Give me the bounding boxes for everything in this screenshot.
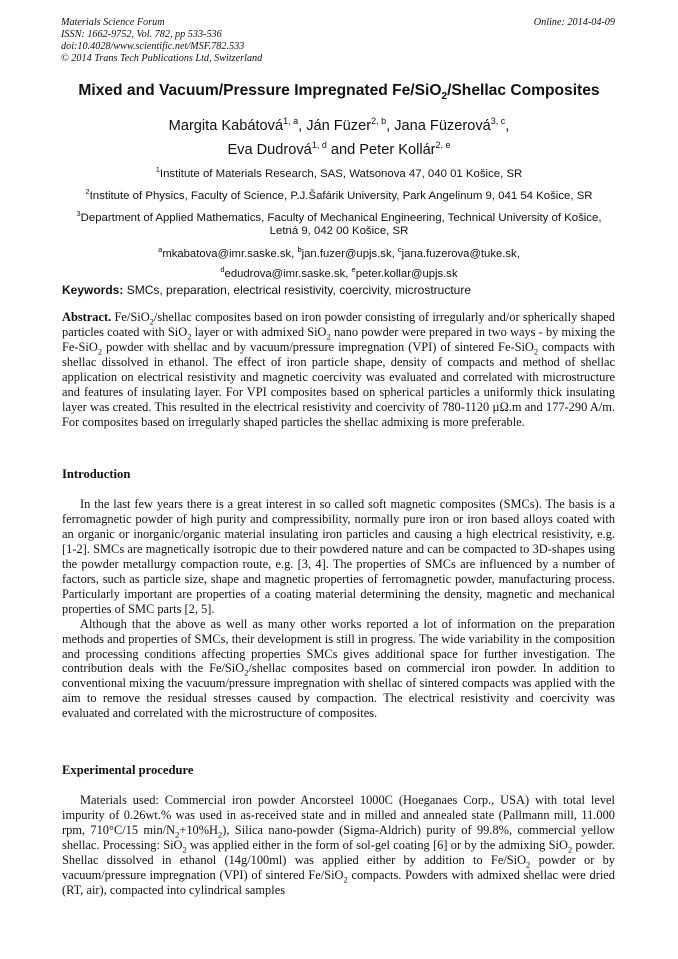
- subscript: 2: [187, 331, 192, 342]
- email-link[interactable]: $^c$jana.fuzerova@tuke.sk,: [397, 245, 520, 260]
- copyright-line: © 2014 Trans Tech Publications Ltd, Switzerland: [61, 53, 263, 64]
- paragraph: In the last few years there is a great interest in so called soft magnetic composites (SMCs). The basis is a ferromagnetic powder of high purity and compressibility, normally pure iron or iron based alloys coated with an organic or inorganic/organic material insulating iron particles and causing a high electrical resistivity, e.g. [1-2]. SMCs are magnetically isotropic due to their powdered nature and can be compacted to 3D-shapes using the powder metallurgy compaction route, e.g. [3, 4]. The properties of SMCs are influenced by a number of factors, such as particle size, shape and magnetic properties of ferromagnetic powder, manufacturing process. Particularly important are properties of a coating material determining the density, magnetic and mechanical properties of SMC parts [2, 5].: [62, 497, 615, 616]
- subscript: 2: [326, 331, 331, 342]
- email-link[interactable]: $^d$edudrova@imr.saske.sk,: [220, 264, 352, 280]
- subscript: 2: [149, 316, 154, 327]
- author-emails: [62, 242, 616, 282]
- keywords: [62, 283, 622, 297]
- paragraph: Materials used: Commercial iron powder Ancorsteel 1000C (Hoeganaes Corp., USA) with total level impurity of 0.26wt.% was used in as-received state and in milled and annealed state (Pallmann mill, 11.000 rpm, 710°C/15 $\min/N_2+10\%H_2$), Silica nano-powder (Sigma-Aldrich) purity of 99.8%, commercial yellow shellac. Processing: SiO$_2$ was applied either in the form of sol-gel coating [6] or by the admixing SiO$_2$ powder. Shellac dissolved in ethanol (14g/100ml) was applied either by addition to Fe/SiO$_2$ powder or by vacuum/pressure impregnation (VPI) of sintered Fe/SiO$_2$ compacts. Powders with admixed shellac were dried (RT, air), compacted into cylindrical samples: [62, 793, 616, 897]
- abstract-label: Abstract.: [62, 310, 112, 324]
- online-date: Online: 2014-04-09: [533, 17, 615, 28]
- subscript: 2: [244, 667, 249, 678]
- author: Margita Kabátová: [168, 117, 284, 134]
- author: Jana Füzerová: [394, 117, 491, 134]
- abstract: [62, 310, 615, 430]
- email-link[interactable]: $^a$mkabatova@imr.saske.sk,: [158, 245, 298, 260]
- subscript: 2: [175, 829, 180, 840]
- affiliation: $^3$Department of Applied Mathematics, Faculty of Mechanical Engineering, Technical University of Košice, Letná 9, 042 00 Košice, SR: [76, 208, 602, 238]
- section-heading-experimental: Experimental procedure: [62, 763, 194, 777]
- affiliation: $^2$Institute of Physics, Faculty of Science, P.J.Šafárik University, Park Angelinum 9, 041 54 Košice, SR: [85, 186, 593, 202]
- author: Peter Kollár: [359, 141, 436, 158]
- keywords-text: SMCs, preparation, electrical resistivity, coercivity, microstructure: [126, 283, 472, 297]
- email-link[interactable]: $^e$peter.kollar@upjs.sk: [351, 264, 458, 280]
- author: Ján Füzer: [306, 117, 372, 134]
- section-heading-introduction: Introduction: [62, 467, 131, 481]
- journal-name: Materials Science Forum: [61, 17, 165, 28]
- doi-line: doi:10.4028/www.scientific.net/MSF.782.533: [61, 41, 245, 52]
- email-link[interactable]: $^b$jan.fuzer@upjs.sk,: [297, 245, 398, 260]
- experimental-body: [62, 793, 615, 898]
- subscript: 2: [567, 844, 573, 855]
- abstract-text: Fe/SiO$_2$/shellac composites based on iron powder consisting of irregularly and/or spherically shaped particles coated with SiO$_2$ layer or with admixed SiO$_2$ nano powder were prepared in two ways - by mixing the Fe-SiO$_2$ powder with shellac and by vacuum/pressure impregnation (VPI) of sintered Fe-SiO$_2$ compacts with shellac dissolved in ethanol. The effect of iron particle shape, density of compacts and method of shellac application on electrical resistivity and magnetic coercivity was evaluated and correlated with microstructure and features of insulating layer. For VPI composites based on spherical particles a uniformly thick insulating layer was created. This resulted in the electrical resistivity and coercivity of 780-1120 µΩ.m and 177-290 A/m. For composites based on irregularly shaped particles the shellac admixing is more preferable.: [62, 310, 615, 429]
- subscript: 2: [97, 346, 103, 357]
- subscript: 2: [343, 874, 348, 885]
- introduction-body: [62, 497, 615, 721]
- author-list: Margita Kabátová$^{1, a}$, Ján Füzer$^{2, b}$, Jana Füzerová$^{3, c}$, Eva Dudrová$^{1, d}$ and Peter Kollár$^{2, e}$: [168, 116, 510, 158]
- issn-line: ISSN: 1662-9752, Vol. 782, pp 533-536: [61, 29, 222, 40]
- affiliations: [62, 163, 616, 242]
- subscript: 2: [526, 859, 531, 870]
- subscript: 2: [533, 346, 539, 357]
- keywords-label: Keywords:: [62, 283, 124, 297]
- paper-title: Mixed and Vacuum/Pressure Impregnated Fe/SiO$_2$/Shellac Composites: [78, 82, 600, 103]
- subscript: 2: [217, 829, 223, 840]
- paragraph: Although that the above as well as many other works reported a lot of information on the preparation methods and properties of SMCs, their development is still in progress. The wide variability in the composition and processing conditions affecting properties SMCs gives additional space for further investigation. The contribution deals with the Fe/SiO$_2$/shellac composites based on commercial iron powder. In addition to conventional mixing the vacuum/pressure impregnation with shellac of sintered compacts was applied with the aim to remove the residual stresses caused by compaction. The electrical resistivity and coercivity was evaluated and correlated with the microstructure of composites.: [62, 616, 615, 721]
- affiliation: $^1$Institute of Materials Research, SAS, Watsonova 47, 040 01 Košice, SR: [155, 165, 523, 180]
- journal-header: [61, 17, 262, 65]
- author: Eva Dudrová: [227, 141, 312, 158]
- subscript: 2: [182, 844, 187, 855]
